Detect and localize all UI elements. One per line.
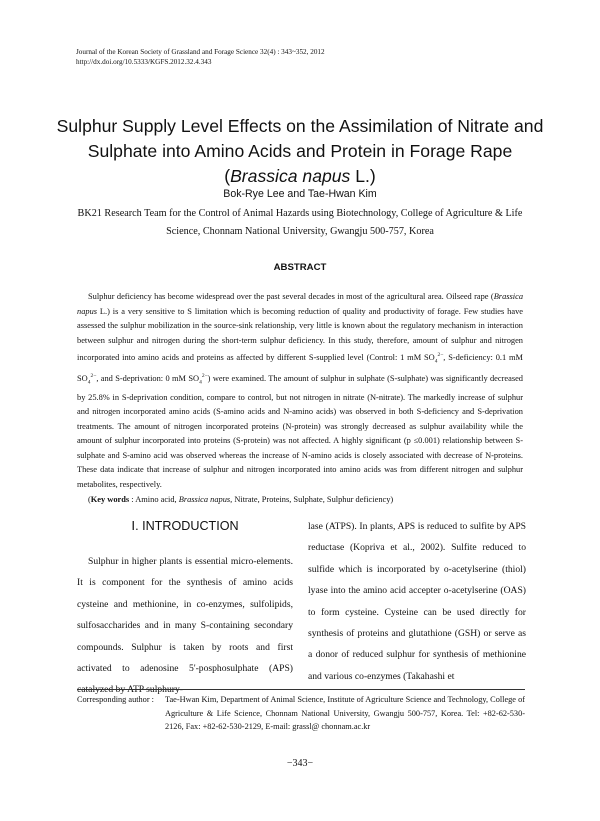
keywords-label: Key words: [90, 494, 130, 504]
keywords-paren: (: [88, 494, 91, 504]
superscript: 2−: [437, 352, 444, 359]
corresponding-label: Corresponding author :: [77, 695, 154, 704]
abstract-body: [77, 290, 523, 507]
abstract-text: , and S-deprivation: 0 mM SO: [96, 374, 200, 384]
species-name: Brassica napus: [230, 166, 351, 186]
subscript: 4: [199, 379, 202, 386]
paper-title: [40, 114, 560, 189]
corresponding-details: Tae-Hwan Kim, Department of Animal Science, Institute of Agriculture Science and Technology, College of Agriculture & Life Science, Chonnam National University, Gwangju 500-757, Korea. Tel: +82-62-530-2126, Fax: +82-62-530-2129, E-mail: grassl@ chonnam.ac.kr: [165, 695, 525, 731]
left-column: [77, 518, 293, 701]
abstract-text: , S-deficiency: 0.1 mM SO: [77, 353, 523, 384]
title-line-2: Sulphate into Amino Acids and Protein in Forage Rape: [87, 141, 513, 161]
intro-paragraph-right: lase (ATPS). In plants, APS is reduced to sulfite by APS reductase (Kopriva et al., 2002). Sulfite reduced to sulfide which is incorporated by o-acetylserine (thiol) lyase into the amino acid accepter o-acetylserine (OAS) to form cysteine. Cysteine can be used directly for synthesis of proteins and glutathione (GSH) or serve as a donor of reduced sulphur for synthesis of methionine and various co-enzymes (Takahashi et: [308, 521, 526, 682]
abstract-text: Sulphur deficiency has become widespread over the past several decades in most of the agricultural area. Oilseed rape (: [88, 292, 494, 301]
abstract-text: ) were examined. The amount of sulphur in sulphate (S-sulphate) was significantly decreased by 25.8% in S-deprivation condition, compare to control, but not nitrogen in nitrate (N-nitrate). The markedly increase of sulphur and nitrogen incorporated amino acids (S-amino acids and N-amino acids) was observed in both S-deficiency and S-deprivation treatments. The amount of nitrogen incorporated proteins (N-protein) was strongly decreased as sulphur availability while the amount of sulphur incorporated into proteins (S-protein) was not affected. A highly significant (p ≤0.001) relationship between S-sulphate and S-amino acid was observed whereas the increase of N-amino acids is closely associated with decrease of N-proteins. These data indicate that increase of sulphur and nitrogen incorporated into amino acids was from different nitrogen and sulphur metabolites, respectively.: [77, 374, 523, 490]
abstract-species: Brassica napus: [77, 292, 523, 316]
keywords-text: : Amino acid,: [129, 494, 179, 504]
right-column: [308, 516, 526, 687]
keywords: [77, 493, 523, 508]
title-paren: (: [224, 166, 231, 186]
section-heading: Ⅰ. INTRODUCTION: [131, 519, 239, 533]
keywords-text: Nitrate, Proteins, Sulphate, Sulphur deficiency): [232, 494, 394, 504]
abstract-text: L.) is a very sensitive to S limitation which is becoming reduction of quality and productivity of forage. Few studies have assessed the sulphur mobilization in the source-sink relationship, very little is known about the regulatory mechanism in interaction between sulphur and nitrogen during the short-term sulphur deficiency. In this study, therefore, amount of sulphur and nitrogen incorporated into amino acids and proteins as affected by different S-supplied level (Control: 1 mM SO: [77, 306, 523, 363]
keywords-species: Brassica napus,: [178, 494, 233, 504]
subscript: 4: [434, 358, 438, 365]
page-number: −343−: [286, 758, 314, 769]
doi-link[interactable]: http://dx.doi.org/10.5333/KGFS.2012.32.4.343: [76, 58, 212, 66]
title-line-1: Sulphur Supply Level Effects on the Assimilation of Nitrate and: [56, 116, 544, 136]
title-line-3: [40, 164, 560, 189]
affiliation: BK21 Research Team for the Control of Animal Hazards using Biotechnology, College of Agriculture & Life Science, Chonnam National University, Gwangju 500-757, Korea: [77, 208, 523, 237]
footnote-divider: [77, 689, 525, 690]
title-suffix: L.): [350, 166, 376, 186]
abstract-paragraph: [77, 290, 523, 493]
superscript: 2−: [201, 373, 208, 380]
author-list: Bok-Rye Lee and Tae-Hwan Kim: [223, 188, 377, 200]
superscript: 2−: [90, 373, 97, 380]
intro-paragraph-left: Sulphur in higher plants is essential micro-elements. It is component for the synthesis of amino acids cysteine and methionine, in co-enzymes, sulfolipids, sulfosaccharides and in many S-containing secondary compounds. Sulphur is taken by roots and first activated to adenosine 5'-posphosulphate (APS) catalyzed by ATP sulphury-: [77, 556, 293, 696]
journal-header: [76, 47, 325, 67]
journal-citation: Journal of the Korean Society of Grassland and Forage Science 32(4) : 343~352, 2012: [76, 48, 325, 56]
subscript: 4: [87, 379, 91, 386]
abstract-heading: ABSTRACT: [273, 262, 327, 273]
